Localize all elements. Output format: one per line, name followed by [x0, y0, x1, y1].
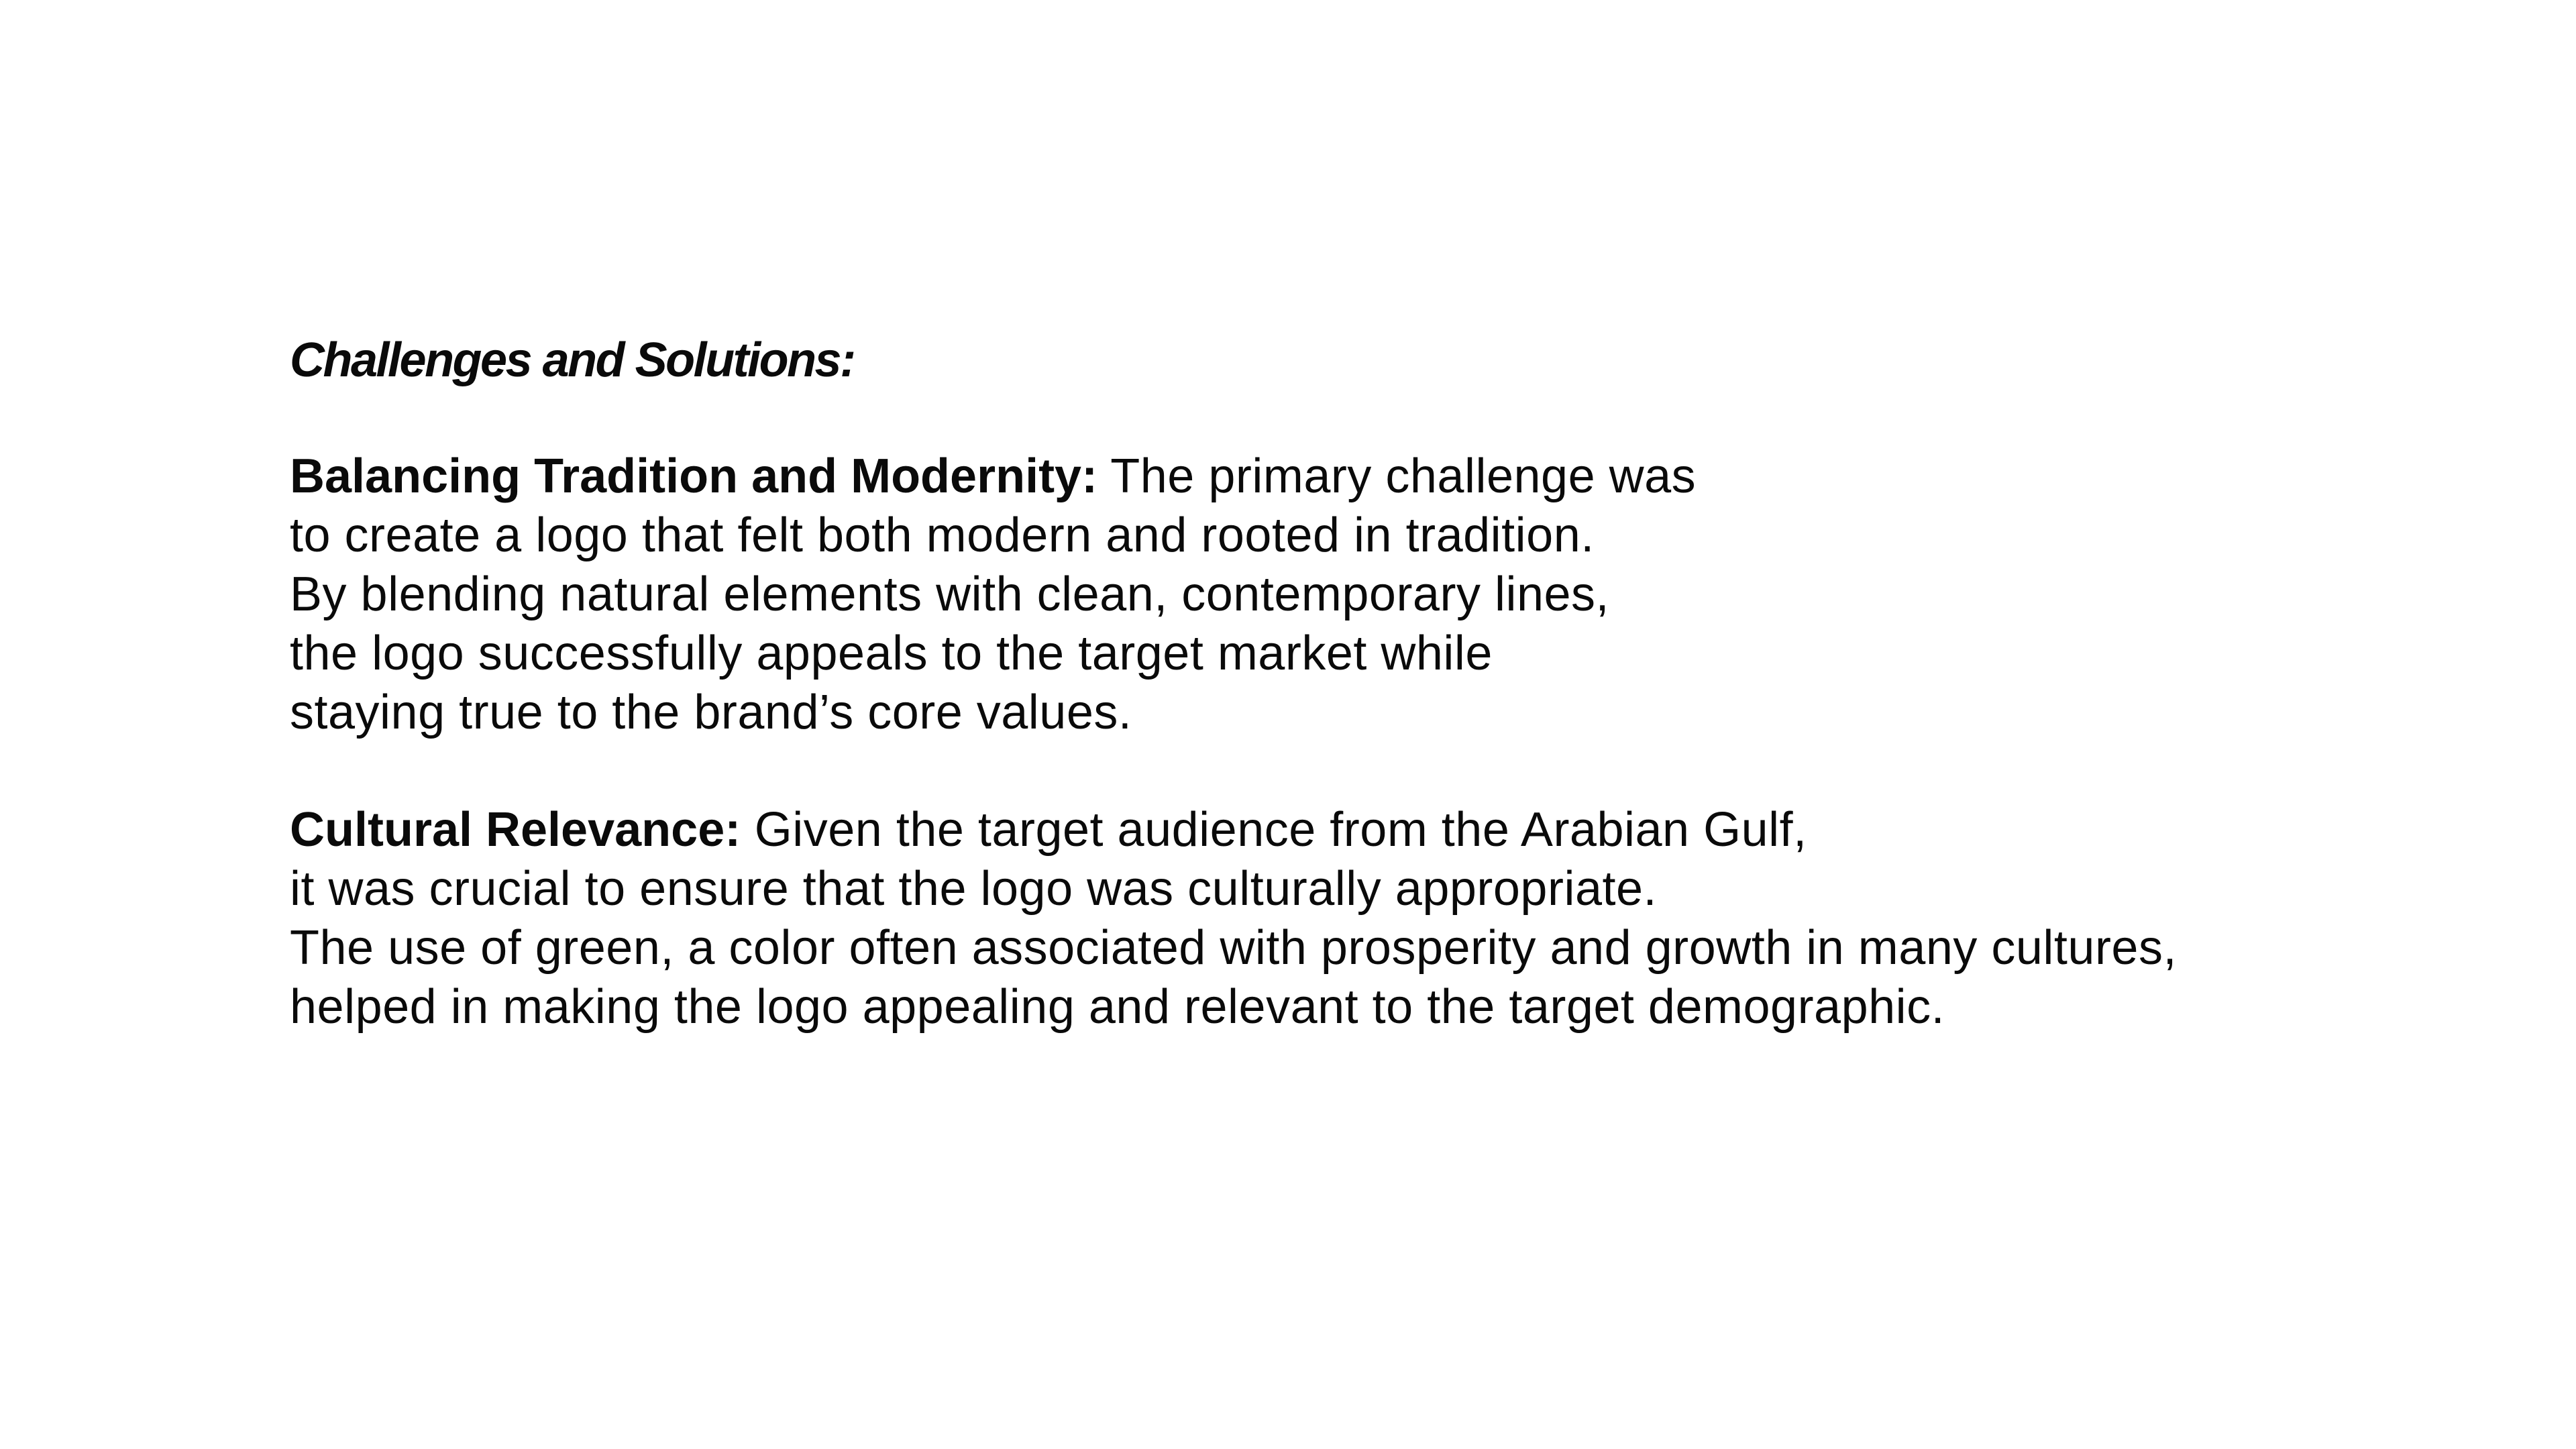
section-text: Given the target audience from the Arabian Gulf, — [741, 803, 1807, 857]
section-label: Balancing Tradition and Modernity: — [290, 449, 1098, 503]
page-title: Challenges and Solutions: — [290, 333, 855, 387]
section-line: staying true to the brand’s core values. — [290, 686, 1132, 739]
section-cultural-relevance — [290, 800, 2504, 1036]
section-line: The use of green, a color often associated with prosperity and growth in many cultures, — [290, 921, 2177, 975]
section-line: it was crucial to ensure that the logo was culturally appropriate. — [290, 862, 1658, 916]
section-tradition-modernity — [290, 447, 2504, 742]
section-label: Cultural Relevance: — [290, 803, 741, 857]
section-line — [290, 447, 2504, 506]
document-content — [290, 331, 2504, 1036]
section-line: to create a logo that felt both modern and rooted in tradition. — [290, 508, 1595, 562]
section-text: The primary challenge was — [1097, 449, 1697, 503]
section-line: By blending natural elements with clean, contemporary lines, — [290, 568, 1610, 621]
section-line: helped in making the logo appealing and relevant to the target demographic. — [290, 980, 1945, 1034]
section-line — [290, 800, 2504, 859]
section-line: the logo successfully appeals to the target market while — [290, 627, 1493, 680]
